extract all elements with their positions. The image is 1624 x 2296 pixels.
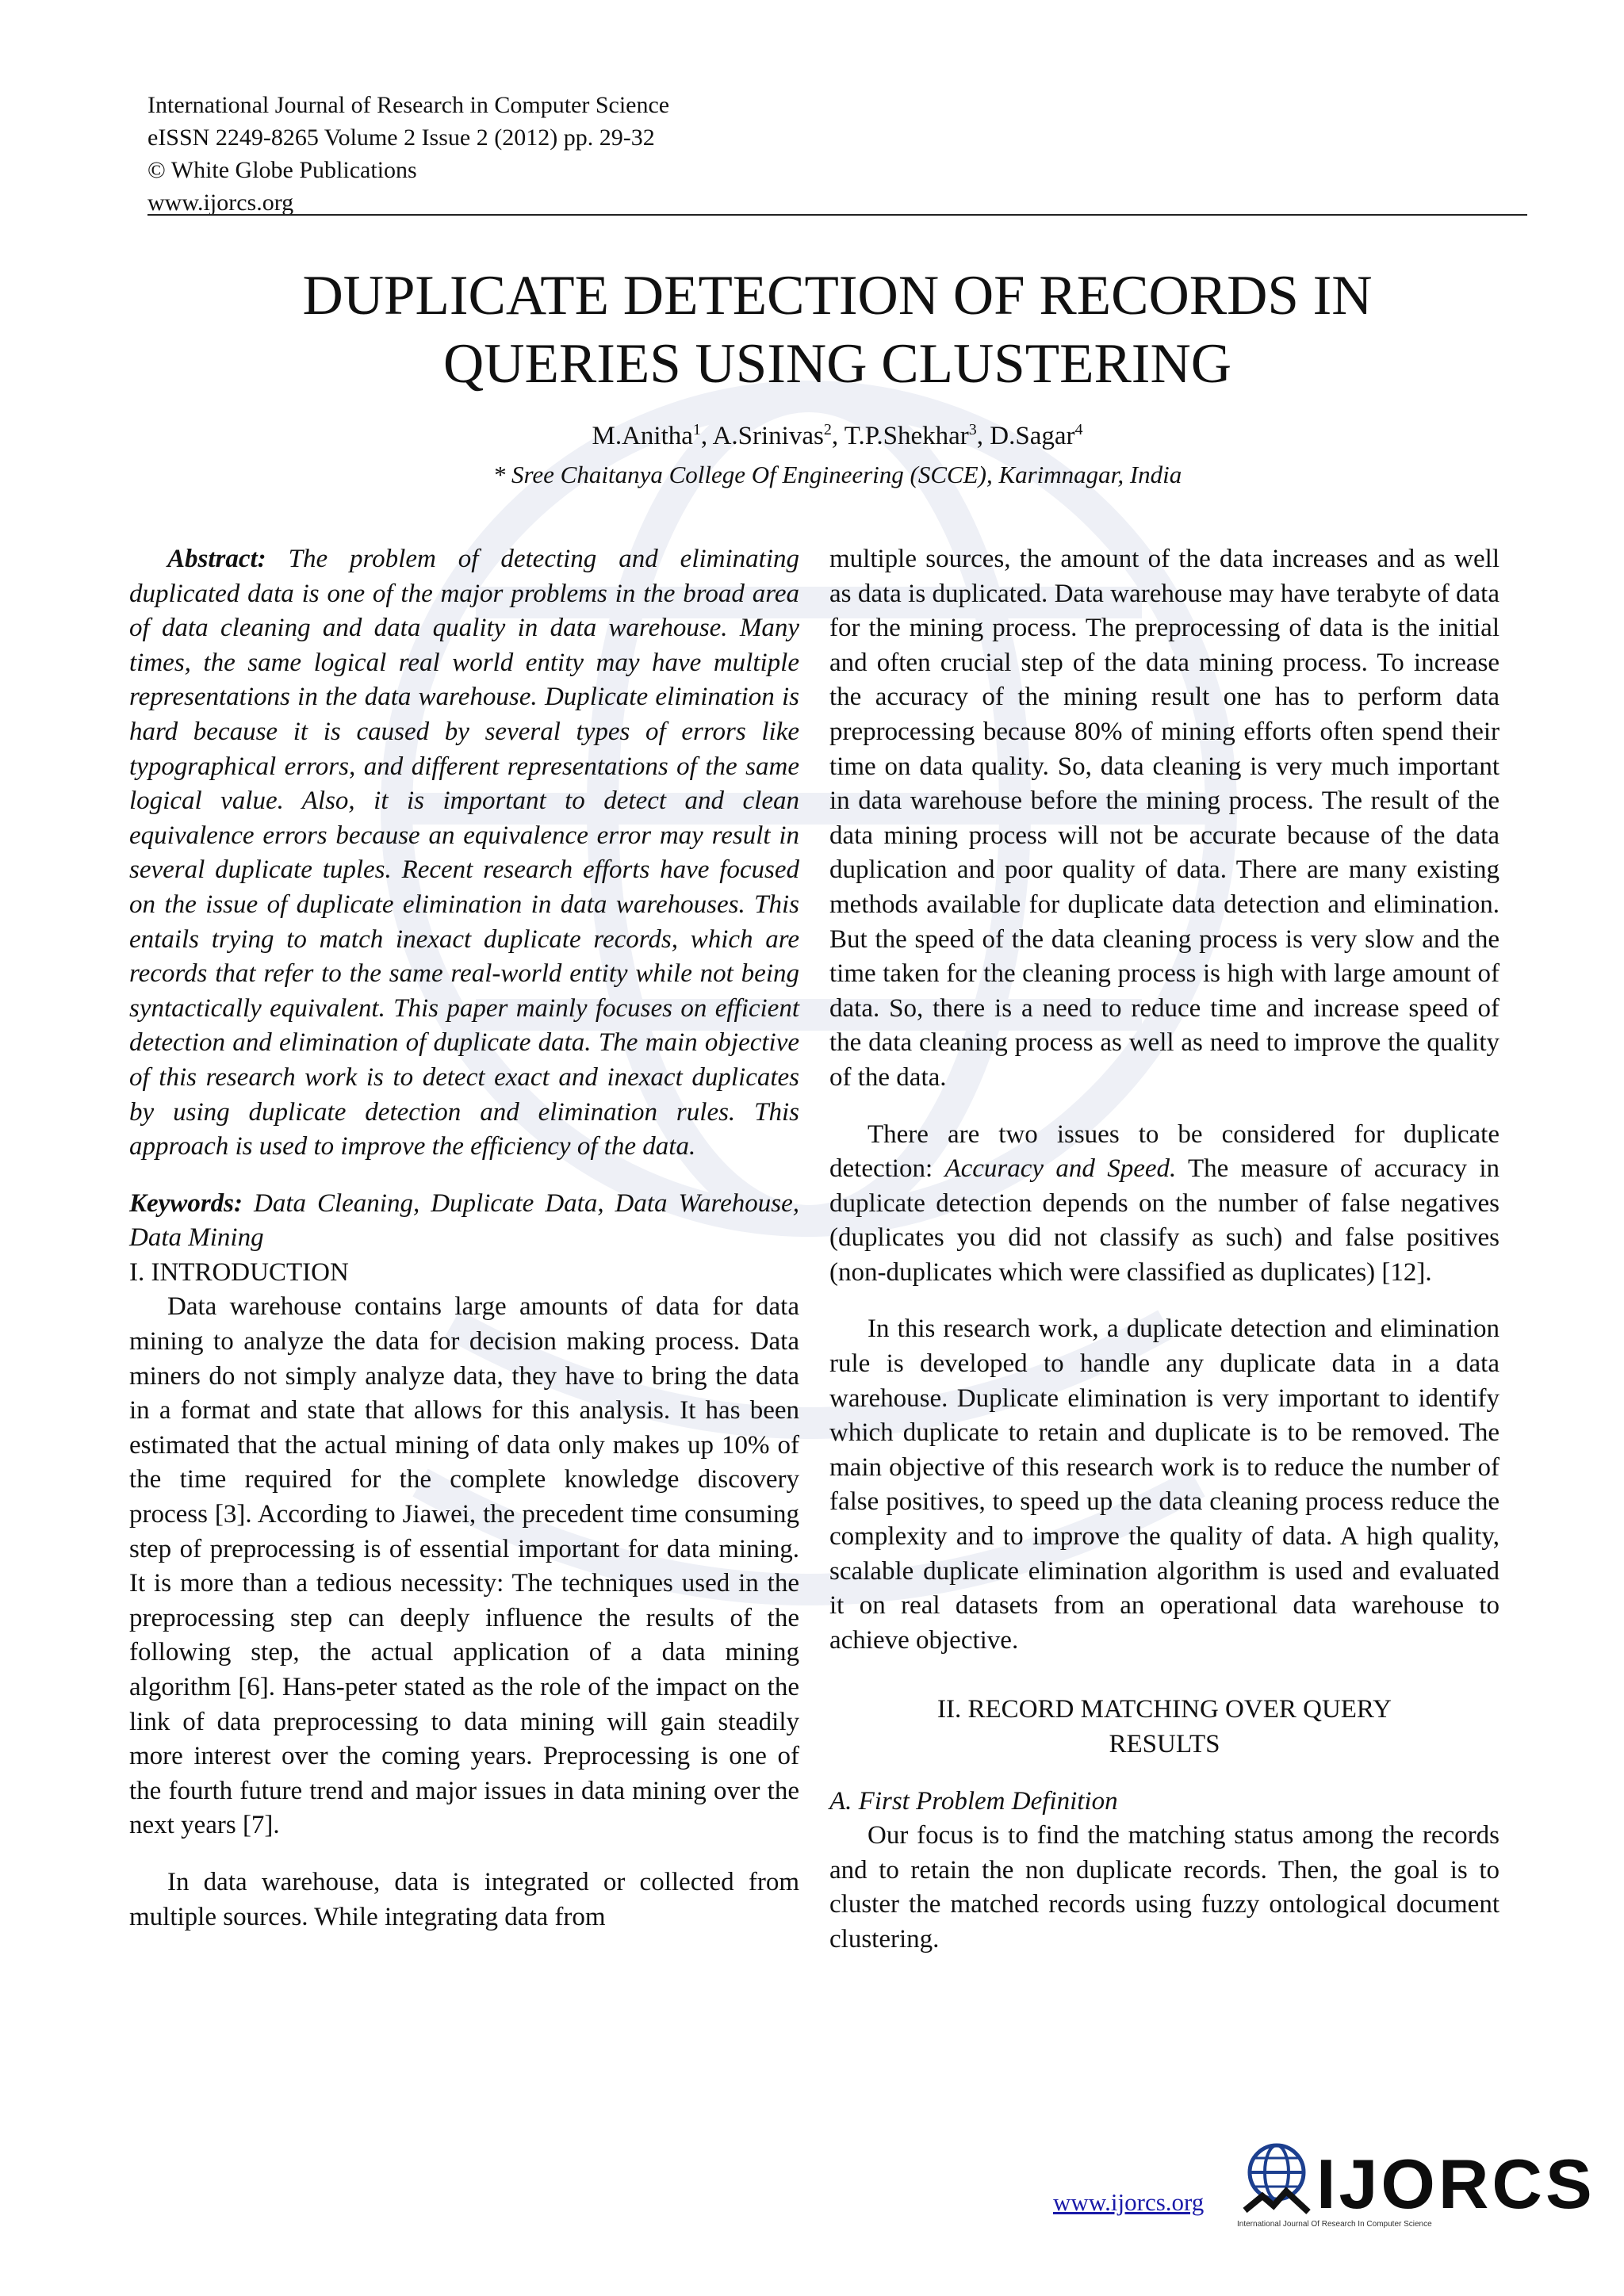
intro-paragraph-3 [829, 1118, 1500, 1291]
intro-paragraph-1: Data warehouse contains large amounts of data for data mining to analyze the data for decision making process. Data miners do not simply analyze data, they have to bring the data in a format and state that allows for this analysis. It has been estimated that the actual mining of data only makes up 10% of the time required for the complete knowledge discovery process [3]. According to Jiawei, the precedent time consuming step of preprocessing is of essential important for data mining. It is more than a tedious necessity: The techniques used in the preprocessing step can deeply influence the results of the following step, the actual application of a data mining algorithm [6]. Hans-peter stated as the role of the impact on the link of data preprocessing to data mining will gain steadily more interest over the coming years. Preprocessing is one of the fourth future trend and major issues in data mining over the next years [7]. [129, 1292, 799, 1840]
section-2-heading-line-2: RESULTS [1109, 1730, 1220, 1758]
p3-text-after: The measure of accuracy in duplicate detection depends on the number of false negatives (duplicates you did not classify as such) and false positives (non-duplicates which were classified as duplicates) [12]. [829, 1154, 1500, 1287]
section-2-heading [829, 1693, 1500, 1762]
abstract-text: The problem of detecting and eliminating duplicated data is one of the major problems in the broad area of data cleaning and data quality in data warehouse. Many times, the same logical real world entity may have multiple representations in the data warehouse. Duplicate elimination is hard because it is caused by several types of errors like typographical errors, and different representations of the same logical value. Also, it is important to detect and clean equivalence errors because an equivalence error may result in several duplicate tuples. Recent research efforts have focused on the issue of duplicate elimination in data warehouses. This entails trying to match inexact duplicate records, which are records that refer to the same real-world entity while not being syntactically equivalent. This paper mainly focuses on efficient detection and elimination of duplicate data. The main objective of this research work is to detect exact and inexact duplicates by using duplicate detection and elimination rules. This approach is used to improve the efficiency of the data. [129, 545, 799, 1161]
journal-issn: eISSN 2249-8265 Volume 2 Issue 2 (2012) pp. 29-32 [147, 124, 655, 151]
author-separator: , [976, 422, 990, 450]
keywords-text: Data Cleaning, Duplicate Data, Data Warehouse, Data Mining [129, 1188, 799, 1253]
abstract [129, 542, 799, 1165]
journal-header [147, 89, 1527, 219]
subsection-a-heading: A. First Problem Definition [829, 1786, 1118, 1816]
author-separator: , [700, 422, 713, 450]
author-2-affil: 2 [823, 421, 832, 438]
left-column [129, 542, 799, 1934]
author-3-affil: 3 [968, 421, 977, 438]
paper-title [147, 262, 1527, 398]
keywords [129, 1187, 799, 1256]
header-divider [147, 214, 1527, 216]
intro-paragraph-4: In this research work, a duplicate detection and elimination rule is developed to handle any duplicate data in a data warehouse. Duplicate elimination is very important to identify which duplicate to retain and duplicate is to be removed. The main objective of this research work is to reduce the number of false positives, to speed up the data cleaning process reduce the complexity and to improve the quality of data. A high quality, scalable duplicate elimination algorithm is used and evaluated it on real datasets from an operational data warehouse to achieve objective. [829, 1314, 1500, 1655]
journal-publisher: © White Globe Publications [147, 157, 417, 183]
author-1: M.Anitha [592, 422, 693, 450]
abstract-label: Abstract: [167, 545, 266, 573]
author-2: A.Srinivas [712, 422, 824, 450]
journal-name: International Journal of Research in Computer Science [147, 92, 670, 118]
title-line-1: DUPLICATE DETECTION OF RECORDS IN [302, 265, 1373, 327]
intro-paragraph-2-continued: multiple sources, the amount of the data increases and as well as data is duplicated. Data warehouse may have terabyte of data for the mining process. The preprocessing of data is the initial and often crucial step of the data mining process. To increase the accuracy of the mining result one has to perform data preprocessing because 80% of mining efforts often spend their time on data quality. So, data cleaning is very much important in data warehouse before the mining process. The result of the data mining process will not be accurate because of the data duplication and poor quality of data. There are many existing methods available for duplicate data detection and elimination. But the speed of the data cleaning process is very slow and the time taken for the cleaning process is high with large amount of data. So, there is a need to reduce time and increase speed of the data cleaning process as well as need to improve the quality of the data. [829, 545, 1500, 1092]
section-1-heading: I. INTRODUCTION [129, 1257, 349, 1287]
intro-paragraph-2: In data warehouse, data is integrated or collected from multiple sources. While integrating data from [129, 1867, 799, 1931]
p3-italic-term: Accuracy and Speed. [944, 1154, 1177, 1184]
logo-tagline: International Journal Of Research In Computer Science [1237, 2220, 1432, 2229]
author-4-affil: 4 [1074, 421, 1083, 438]
ijorcs-logo [1237, 2141, 1595, 2236]
author-list [147, 412, 1527, 453]
section-2-paragraph-1: Our focus is to find the matching status among the records and to retain the non duplicate records. Then, the goal is to cluster the matched records using fuzzy ontological document clustering. [829, 1821, 1500, 1954]
journal-url: www.ijorcs.org [147, 189, 294, 216]
author-4: D.Sagar [990, 422, 1075, 450]
logo-wordmark: IJORCS [1316, 2145, 1595, 2223]
author-separator: , [831, 422, 845, 450]
right-column [829, 542, 1500, 1957]
globe-icon [1237, 2141, 1316, 2220]
affiliation: * Sree Chaitanya College Of Engineering (SCCE), Karimnagar, India [492, 461, 1182, 488]
section-2-heading-line-1: II. RECORD MATCHING OVER QUERY [937, 1695, 1392, 1724]
p3-text-before: There are two issues to be considered for duplicate detection: [829, 1119, 1500, 1184]
footer-website-link[interactable]: www.ijorcs.org [1053, 2188, 1205, 2216]
title-line-2: QUERIES USING CLUSTERING [443, 333, 1231, 395]
author-3: T.P.Shekhar [844, 422, 969, 450]
keywords-label: Keywords: [129, 1188, 243, 1218]
author-1-affil: 1 [692, 421, 701, 438]
